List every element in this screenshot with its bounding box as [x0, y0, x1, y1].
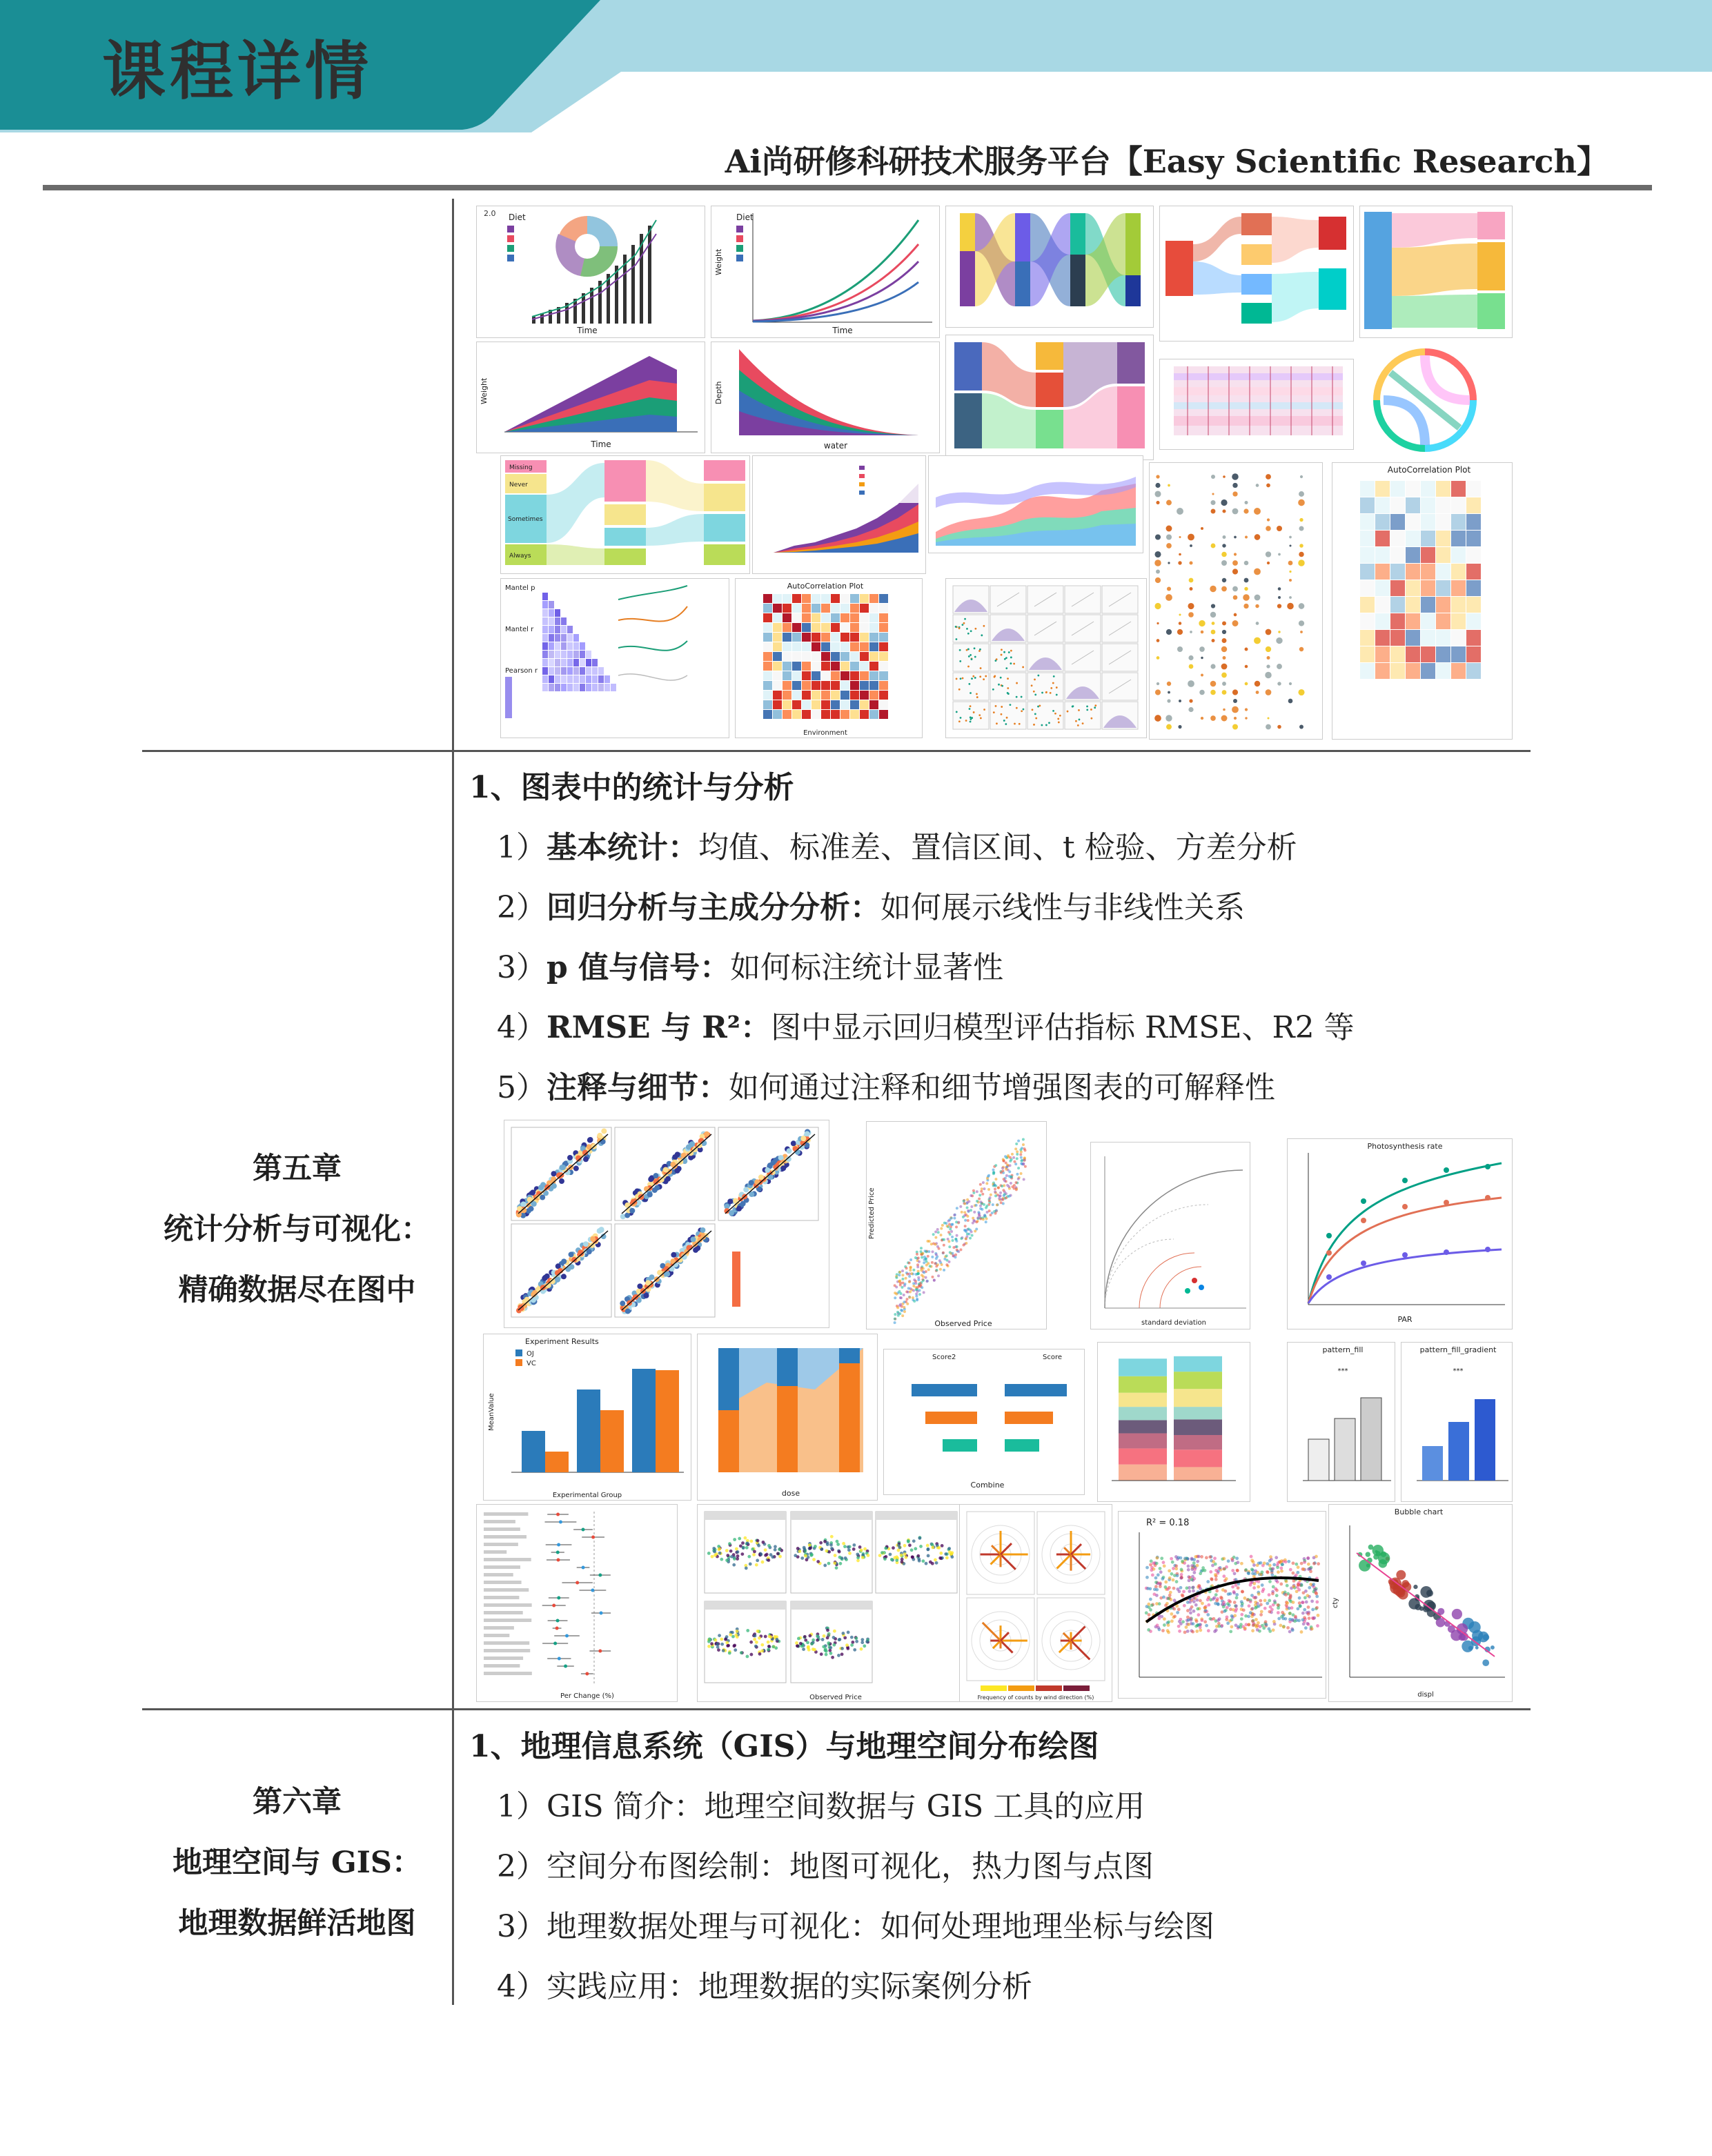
figure-area-weight	[476, 342, 705, 453]
figure-r2-scatter	[1118, 1511, 1326, 1699]
svg-text:Time: Time	[591, 439, 611, 449]
figure-experiment-bars	[483, 1334, 691, 1501]
svg-text:Mantel r: Mantel r	[505, 626, 534, 633]
chapter6-item: 2）空间分布图绘制：地图可视化，热力图与点图	[497, 1849, 1154, 1884]
svg-text:Environment: Environment	[803, 729, 847, 737]
chapter6-item: 3）地理数据处理与可视化：如何处理地理坐标与绘图	[497, 1909, 1214, 1944]
svg-text:PAR: PAR	[1397, 1315, 1413, 1324]
svg-text:AutoCorrelation Plot: AutoCorrelation Plot	[787, 582, 864, 591]
chapter5-number: 第五章	[253, 1151, 342, 1186]
chapter5-item: 2）回归分析与主成分分析：如何展示线性与非线性关系	[497, 890, 1245, 925]
chapter5-item: 5）注释与细节：如何通过注释和细节增强图表的可解释性	[497, 1070, 1275, 1105]
svg-text:pattern_fill_gradient: pattern_fill_gradient	[1419, 1345, 1497, 1354]
figure-combine-bars	[883, 1349, 1085, 1495]
svg-text:Frequency of counts by wind di: Frequency of counts by wind direction (%)	[977, 1694, 1094, 1701]
svg-text:Experimental Group: Experimental Group	[552, 1492, 622, 1499]
figure-sankey-2	[1359, 206, 1513, 338]
svg-text:Experiment Results: Experiment Results	[525, 1337, 599, 1346]
svg-text:2.0: 2.0	[484, 209, 496, 218]
figure-alluvial-survey	[500, 455, 750, 574]
chapter5-title-line1: 统计分析与可视化：	[164, 1212, 431, 1247]
svg-text:Score2: Score2	[932, 1354, 956, 1361]
svg-text:OJ: OJ	[527, 1350, 534, 1358]
svg-text:Missing: Missing	[509, 464, 533, 471]
figure-taylor-diagram	[1090, 1142, 1250, 1329]
svg-text:***: ***	[1453, 1367, 1464, 1375]
figure-chord	[1370, 345, 1480, 455]
legend-title: Diet	[509, 212, 526, 222]
figure-autocorr-2	[1332, 462, 1513, 740]
svg-text:Observed Price: Observed Price	[809, 1694, 862, 1701]
figure-collage-stats	[469, 1114, 1518, 1704]
svg-text:R² = 0.18: R² = 0.18	[1146, 1518, 1190, 1528]
platform-name: Ai尚研修科研技术服务平台【Easy Scientific Research】	[725, 143, 1608, 180]
figure-area-depth	[711, 342, 940, 453]
chapter5-item: 1）基本统计：均值、标准差、置信区间、t 检验、方差分析	[497, 830, 1297, 865]
table-column-divider	[452, 199, 454, 2005]
svg-text:VC: VC	[527, 1360, 536, 1367]
chapter5-item: 3）p 值与信号：如何标注统计显著性	[497, 950, 1004, 985]
figure-line-weight	[711, 206, 940, 338]
svg-text:water: water	[823, 441, 848, 451]
figure-pattern-fill	[1287, 1342, 1395, 1502]
chapter5-section-title: 1、图表中的统计与分析	[469, 770, 794, 805]
figure-hexbin-grid	[504, 1120, 829, 1328]
figure-wind-rose	[959, 1504, 1112, 1702]
svg-text:Weight: Weight	[714, 248, 723, 275]
svg-text:Weight: Weight	[480, 377, 489, 404]
chapter5-title-line2: 精确数据尽在图中	[178, 1273, 416, 1307]
chapter6-item: 4）实践应用：地理数据的实际案例分析	[497, 1969, 1032, 2004]
figure-alluvial-2	[945, 335, 1154, 460]
figure-pattern-gradient	[1401, 1342, 1513, 1502]
svg-text:Photosynthesis rate: Photosynthesis rate	[1367, 1142, 1443, 1151]
figure-stream-area	[928, 455, 1143, 553]
svg-text:Observed Price: Observed Price	[934, 1319, 992, 1328]
figure-mantel-network	[500, 578, 729, 738]
svg-text:Predicted Price: Predicted Price	[868, 1187, 876, 1239]
figure-stacked-stripes	[1159, 359, 1354, 450]
svg-text:Time: Time	[832, 326, 853, 335]
chapter6-number: 第六章	[253, 1785, 342, 1819]
svg-text:dose: dose	[781, 1489, 800, 1498]
svg-text:cty: cty	[1332, 1597, 1339, 1608]
figure-stacked-yearly	[1097, 1342, 1250, 1502]
svg-text:Score: Score	[1043, 1354, 1063, 1361]
figure-dose-area	[697, 1334, 878, 1501]
header-divider	[43, 185, 1652, 190]
svg-text:Per Change (%): Per Change (%)	[560, 1692, 614, 1700]
chapter6-section-title: 1、地理信息系统（GIS）与地理空间分布绘图	[469, 1729, 1099, 1764]
chapter6-title-line1: 地理空间与 GIS：	[173, 1846, 422, 1880]
figure-scatter-price	[866, 1121, 1047, 1329]
chapter6-title-line2: 地理数据鲜活地图	[178, 1906, 416, 1941]
figure-alluvial-1	[945, 206, 1154, 328]
figure-photosynthesis	[1287, 1138, 1513, 1329]
chapter5-label	[142, 1138, 452, 1321]
svg-text:displ: displ	[1417, 1691, 1434, 1699]
svg-text:pattern_fill: pattern_fill	[1322, 1345, 1364, 1354]
svg-text:Depth: Depth	[714, 381, 723, 404]
figure-collage-top	[469, 200, 1518, 745]
svg-text:Always: Always	[509, 553, 531, 560]
figure-dot-matrix	[1149, 462, 1323, 740]
svg-text:standard deviation: standard deviation	[1141, 1319, 1207, 1327]
chapter6-item: 1）GIS 简介：地理空间数据与 GIS 工具的应用	[497, 1789, 1145, 1824]
header-banner	[0, 0, 1712, 180]
svg-text:MeanValue: MeanValue	[488, 1393, 495, 1431]
svg-text:Time: Time	[577, 326, 598, 335]
figure-stacked-area-gdp	[752, 455, 926, 574]
figure-pairs-matrix	[945, 578, 1147, 738]
svg-text:***: ***	[1337, 1367, 1348, 1375]
page-title: 课程详情	[102, 34, 373, 108]
figure-sankey-1	[1159, 206, 1354, 342]
table-row-divider-2	[142, 1708, 1531, 1710]
svg-text:Never: Never	[509, 482, 528, 488]
figure-bubble-chart	[1328, 1504, 1513, 1702]
svg-text:Bubble chart: Bubble chart	[1394, 1507, 1444, 1516]
svg-text:Mantel p: Mantel p	[505, 584, 535, 592]
chapter5-item: 4）RMSE 与 R²：图中显示回归模型评估指标 RMSE、R2 等	[497, 1010, 1355, 1045]
figure-autocorr-1	[735, 578, 923, 738]
svg-text:Sometimes: Sometimes	[508, 516, 543, 523]
table-row-divider-1	[142, 750, 1531, 752]
svg-text:AutoCorrelation Plot: AutoCorrelation Plot	[1387, 465, 1471, 475]
figure-density-facets	[697, 1504, 961, 1702]
svg-text:Pearson r: Pearson r	[505, 667, 538, 675]
svg-text:Combine: Combine	[970, 1481, 1005, 1490]
figure-forest-plot	[476, 1504, 678, 1702]
chapter6-label	[142, 1772, 452, 1954]
figure-stacked-bars-donut	[476, 206, 705, 338]
svg-text:Diet: Diet	[736, 212, 754, 222]
